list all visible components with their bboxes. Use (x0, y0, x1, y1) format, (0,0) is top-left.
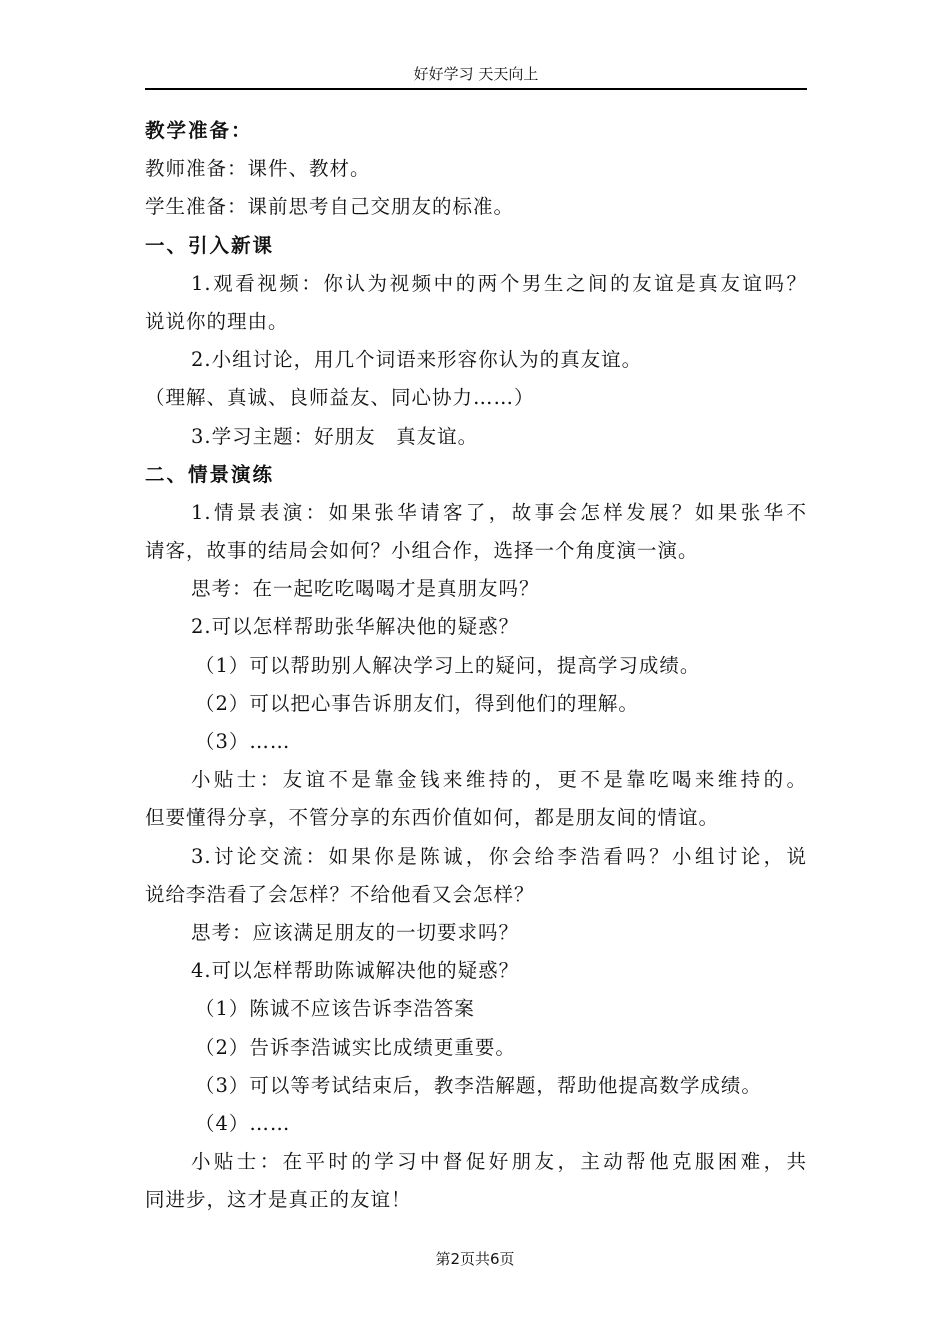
paragraph-line: 3.讨论交流：如果你是陈诚，你会给李浩看吗？小组讨论，说 (191, 844, 807, 868)
document-body (145, 112, 807, 1219)
page-number: 第2页共6页 (435, 1250, 515, 1268)
paragraph-line: 4.可以怎样帮助陈诚解决他的疑惑？ (191, 959, 520, 983)
paragraph-line: 请客，故事的结局会如何？小组合作，选择一个角度演一演。 (145, 539, 699, 563)
paragraph-line: 思考：应该满足朋友的一切要求吗？ (191, 920, 520, 944)
list-item: （1）可以帮助别人解决学习上的疑问，提高学习成绩。 (195, 653, 701, 677)
paragraph-line: 说说你的理由。 (145, 309, 289, 333)
paragraph-line: 1.观看视频：你认为视频中的两个男生之间的友谊是真友谊吗？ (191, 271, 807, 295)
list-item: （4）…… (195, 1111, 291, 1135)
paragraph-line: 教师准备：课件、教材。 (145, 157, 371, 181)
list-item: （3）…… (195, 730, 291, 753)
paragraph-line: 思考：在一起吃吃喝喝才是真朋友吗？ (191, 577, 540, 601)
paragraph-line: 说给李浩看了会怎样？不给他看又会怎样？ (145, 882, 535, 906)
paragraph-line: 学生准备：课前思考自己交朋友的标准。 (145, 195, 515, 219)
list-item: （2）告诉李浩诚实比成绩更重要。 (195, 1035, 516, 1059)
paragraph-line: 2.可以怎样帮助张华解决他的疑惑？ (191, 615, 520, 639)
section-heading-intro: 一、引入新课 (145, 233, 275, 257)
paragraph-line: （理解、真诚、良师益友、同心协力……） (145, 386, 535, 410)
section-heading-preparation: 教学准备： (145, 119, 253, 142)
list-item: （2）可以把心事告诉朋友们，得到他们的理解。 (195, 691, 639, 715)
list-item: （3）可以等考试结束后，教李浩解题，帮助他提高数学成绩。 (195, 1073, 762, 1097)
tip-line: 但要懂得分享，不管分享的东西价值如何，都是朋友间的情谊。 (145, 806, 720, 830)
paragraph-line: 1.情景表演：如果张华请客了，故事会怎样发展？如果张华不 (191, 500, 807, 524)
section-heading-scenario: 二、情景演练 (145, 462, 275, 486)
tip-line: 小贴士：在平时的学习中督促好朋友，主动帮他克服困难，共 (191, 1150, 807, 1174)
paragraph-line: 3.学习主题：好朋友 真友谊。 (191, 424, 479, 448)
list-item: （1）陈诚不应该告诉李浩答案 (195, 997, 475, 1021)
paragraph-line: 2.小组讨论，用几个词语来形容你认为的真友谊。 (191, 348, 643, 372)
tip-line: 同进步，这才是真正的友谊！ (145, 1188, 412, 1212)
tip-line: 小贴士：友谊不是靠金钱来维持的，更不是靠吃喝来维持的。 (191, 768, 807, 792)
page-header: 好好学习 天天向上 (145, 62, 807, 90)
